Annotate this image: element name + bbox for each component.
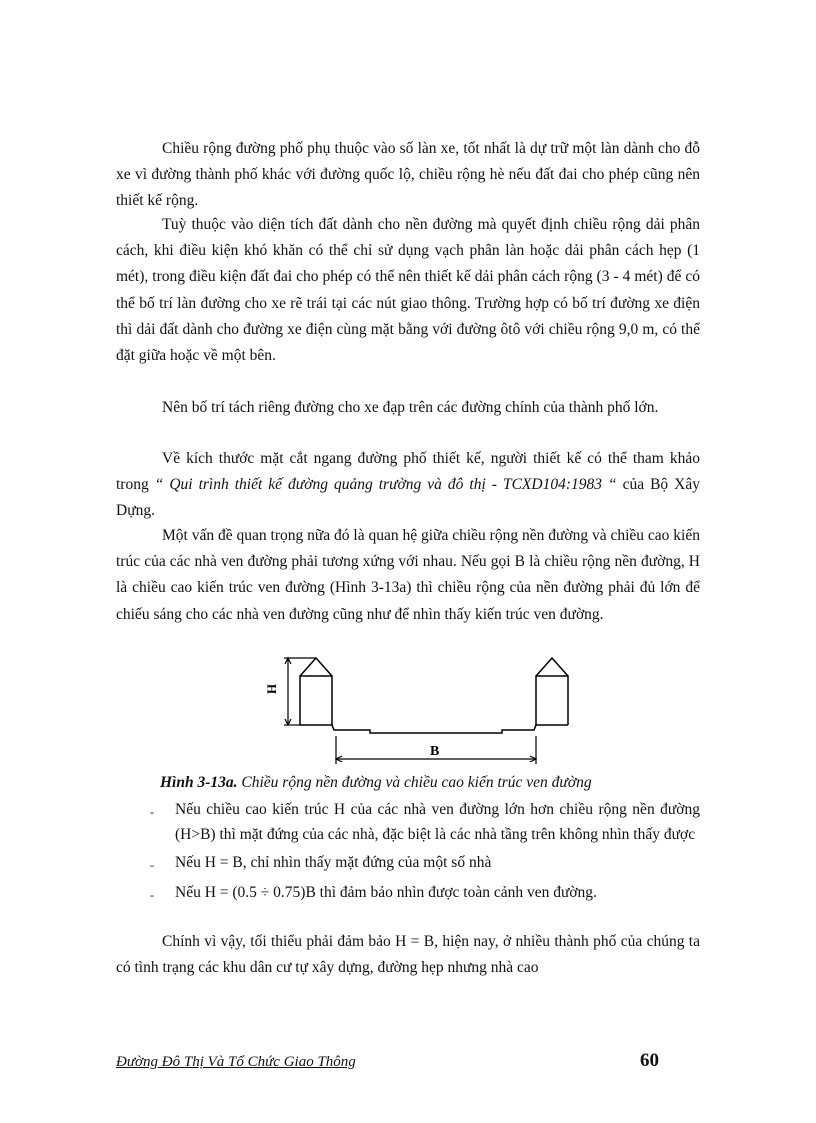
- footer-book-title: Đường Đô Thị Và Tổ Chức Giao Thông: [116, 1054, 356, 1070]
- paragraph-bicycle-lane: Nên bố trí tách riêng đường cho xe đạp trên các đường chính của thành phố lớn.: [162, 399, 659, 416]
- bullet-marker: -: [150, 887, 154, 902]
- road-ground-line: [300, 725, 568, 733]
- paragraph-conclusion: Chính vì vậy, tối thiểu phải đảm bảo H = B, hiện nay, ở nhiều thành phố của chúng ta có tình trạng các khu dân cư tự xây dựng, đường hẹp nhưng nhà cao: [116, 933, 700, 977]
- figure-caption: [160, 772, 700, 794]
- standard-reference: “ Qui trình thiết kế đường quảng trường và đô thị - TCXD104:1983 “: [154, 476, 617, 494]
- figure-caption-text: Chiều rộng nền đường và chiều cao kiến trúc ven đường: [237, 774, 592, 791]
- paragraph-width-height-relation: Một vấn đề quan trọng nữa đó là quan hệ giữa chiều rộng nền đường và chiều cao kiến trúc của các nhà ven đường phải tương xứng với nhau. Nếu gọi B là chiều rộng nền đường, H là chiều cao kiến trúc ven đường (Hình 3-13a) thì chiều rộng của nền đường phải đủ lớn để chiếu sáng cho các nhà ven đường cũng như để nhìn thấy kiến trúc ven đường.: [116, 527, 700, 623]
- list-item: [150, 851, 700, 876]
- page-footer: [116, 1050, 666, 1078]
- right-building-outline: [536, 658, 568, 725]
- list-item-text: Nếu chiều cao kiến trúc H của các nhà ven đường lớn hơn chiều rộng nền đường (H>B) thì mặt đứng của các nhà, đặc biệt là các nhà tầng trên không nhìn thấy được: [175, 801, 700, 843]
- page-number: 60: [640, 1050, 659, 1071]
- left-building-outline: [300, 658, 332, 725]
- reference-end-text: của Bộ Xây Dựng.: [116, 476, 701, 520]
- list-item-text: Nếu H = B, chỉ nhìn thấy mặt đứng của một số nhà: [175, 854, 492, 871]
- list-item: [150, 881, 700, 906]
- width-label: B: [430, 744, 440, 759]
- bullet-list: [150, 798, 700, 905]
- list-item: [150, 798, 700, 847]
- figure-caption-label: Hình 3-13a.: [160, 774, 238, 791]
- height-label: H: [264, 683, 279, 694]
- bullet-marker: -: [150, 805, 154, 819]
- reference-intro-text: Về kích thước mặt cắt ngang đường phố thiết kế, người thiết kế có thể tham khảo trong: [116, 450, 700, 494]
- list-item-text: Nếu H = (0.5 ÷ 0.75)B thì đảm bảo nhìn được toàn cảnh ven đường.: [175, 883, 597, 901]
- street-cross-section-figure: [262, 652, 582, 766]
- paragraph-lane-width: Chiều rộng đường phố phụ thuộc vào số làn xe, tốt nhất là dự trữ một làn dành cho đỗ xe vì đường thành phố khác với đường quốc lộ, chiều rộng hè nếu đất đai cho phép cũng nên thiết kế rộng.: [116, 140, 700, 210]
- bullet-marker: -: [150, 858, 154, 872]
- paragraph-cross-section-reference: [116, 446, 700, 525]
- paragraph-median-width: Tuỳ thuộc vào diện tích đất dành cho nền đường mà quyết định chiều rộng dải phân cách, khi điều kiện khó khăn có thể chỉ sử dụng vạch phân làn hoặc dải phân cách hẹp (1 mét), trong điều kiện đất đai cho phép có thể nên thiết kế dải phân cách rộng (3 - 4 mét) để có thể bố trí làn đường cho xe rẽ trái tại các nút giao thông. Trường hợp có bố trí đường xe điện thì dải đất dành cho đường xe điện cùng mặt bằng với đường ôtô với chiều rộng 9,0 m, có thể đặt giữa hoặc về một bên.: [116, 216, 700, 365]
